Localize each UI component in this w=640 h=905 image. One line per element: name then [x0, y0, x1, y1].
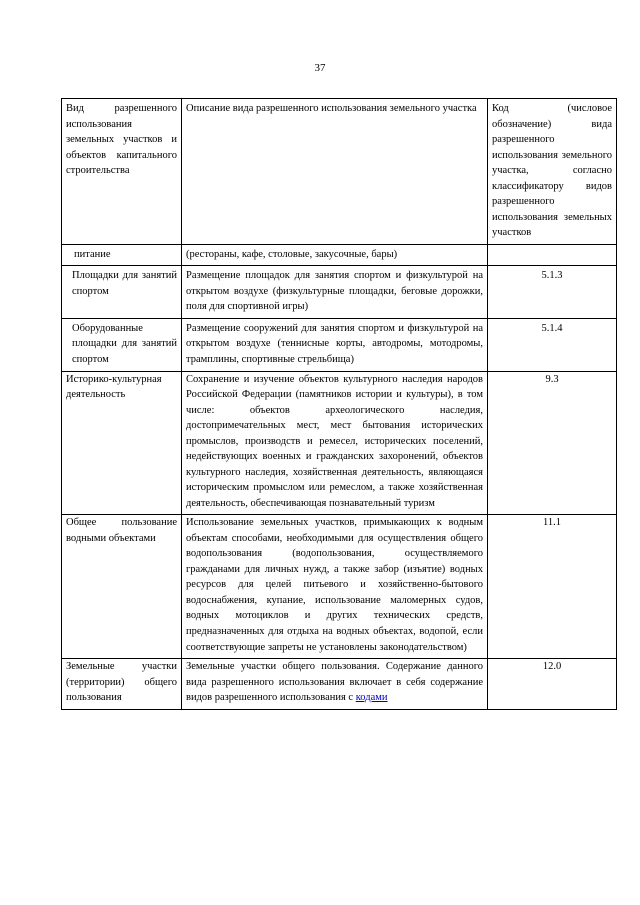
row-description: Сохранение и изучение объектов культурного наследия народов Российской Федерации (памятников истории и культуры), в том числе: объектов археологического наследия, достопримечательных мест, мест бытования исторических промыслов, производств и ремесел, исторических поселений, недействующих военных и гражданских захоронений, объектов культурного наследия, хозяйственная деятельность, являющаяся историческим промыслом или ремеслом, а также хозяйственная деятельность, обеспечивающая познавательный туризм — [182, 371, 488, 515]
row-code: 5.1.3 — [488, 266, 617, 319]
table-row — [62, 244, 617, 266]
row-description: Размещение площадок для занятия спортом и физкультурой на открытом воздухе (физкультурные площадки, беговые дорожки, поля для спортивной игры) — [182, 266, 488, 319]
row-name: Площадки для занятий спортом — [62, 266, 182, 319]
table-header-row — [62, 99, 617, 245]
table-row — [62, 371, 617, 515]
row-code — [488, 244, 617, 266]
header-description: Описание вида разрешенного использования земельного участка — [182, 99, 488, 245]
row-description-text: Земельные участки общего пользования. Содержание данного вида разрешенного использования включает в себя содержание видов разрешенного использования с — [186, 661, 483, 704]
row-description: (рестораны, кафе, столовые, закусочные, бары) — [182, 244, 488, 266]
land-use-table — [61, 98, 617, 710]
row-code: 5.1.4 — [488, 318, 617, 371]
row-description — [182, 659, 488, 710]
row-description: Использование земельных участков, примыкающих к водным объектам способами, необходимыми для осуществления общего водопользования (водопользования, осуществляемого гражданами для личных нужд, а также забор (изъятие) водных ресурсов для целей питьевого и хозяйственно-бытового водоснабжения, купание, использование маломерных судов, водных мотоциклов и других технических средств, предназначенных для отдыха на водных объектах, водопой, если соответствующие запреты не установлены законодательством) — [182, 515, 488, 659]
row-code: 9.3 — [488, 371, 617, 515]
row-code: 11.1 — [488, 515, 617, 659]
page-number: 37 — [314, 62, 326, 74]
table-row — [62, 318, 617, 371]
codes-link[interactable]: кодами — [355, 692, 388, 704]
row-code: 12.0 — [488, 659, 617, 710]
table-row — [62, 659, 617, 710]
table-row — [62, 515, 617, 659]
header-kind: Вид разрешенного использования земельных участков и объектов капитального строительства — [62, 99, 182, 245]
row-name: Историко-культурная деятельность — [62, 371, 182, 515]
row-name: Земельные участки (территории) общего пользования — [62, 659, 182, 710]
row-description: Размещение сооружений для занятия спортом и физкультурой на открытом воздухе (теннисные корты, автодромы, мотодромы, трамплины, спортивные стрельбища) — [182, 318, 488, 371]
row-name: питание — [62, 244, 182, 266]
table-row — [62, 266, 617, 319]
row-name: Общее пользование водными объектами — [62, 515, 182, 659]
header-code: Код (числовое обозначение) вида разрешенного использования земельного участка, согласно классификатору видов разрешенного использования земельных участков — [488, 99, 617, 245]
row-name: Оборудованные площадки для занятий спортом — [62, 318, 182, 371]
